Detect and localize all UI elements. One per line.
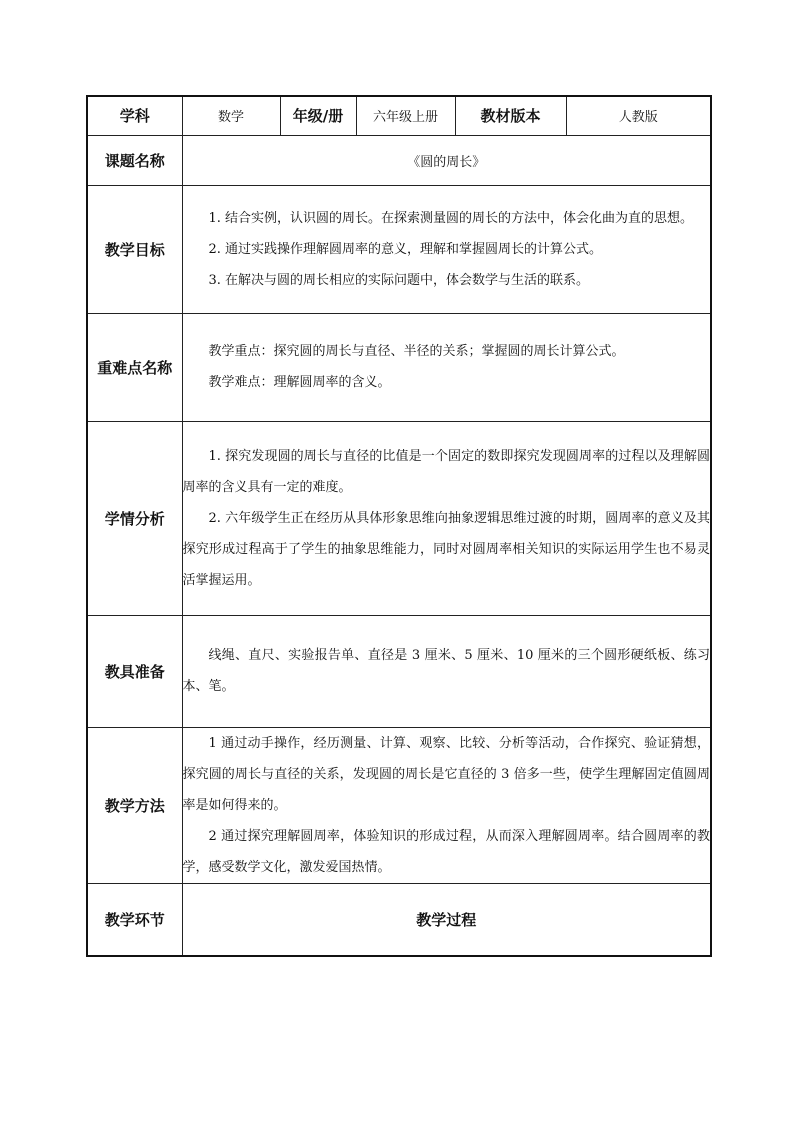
key-point-item: 教学难点：理解圆周率的含义。 <box>208 375 391 390</box>
grade-value: 六年级上册 <box>356 96 455 135</box>
materials-label: 教具准备 <box>87 615 182 727</box>
methods-label: 教学方法 <box>87 727 182 883</box>
topic-label: 课题名称 <box>87 135 182 185</box>
subject-value: 数学 <box>182 96 280 135</box>
objectives-content <box>182 185 711 313</box>
edition-label: 教材版本 <box>455 96 566 135</box>
objectives-label: 教学目标 <box>87 185 182 313</box>
analysis-label: 学情分析 <box>87 421 182 615</box>
edition-value: 人教版 <box>566 96 711 135</box>
methods-item: 1 通过动手操作，经历测量、计算、观察、比较、分析等活动，合作探究、验证猜想，探究圆的周长与直径的关系，发现圆的周长是它直径的 3 倍多一些，使学生理解固定值圆周率是如何得来的。 <box>182 735 710 813</box>
process-row <box>87 883 711 956</box>
key-points-content <box>182 313 711 421</box>
methods-row <box>87 727 711 883</box>
header-row <box>87 96 711 135</box>
methods-content <box>182 727 711 883</box>
materials-item: 线绳、直尺、实验报告单、直径是 3 厘米、5 厘米、10 厘米的三个圆形硬纸板、练习本、笔。 <box>182 648 710 694</box>
process-label: 教学环节 <box>87 883 182 956</box>
materials-row <box>87 615 711 727</box>
objective-item: 1. 结合实例，认识圆的周长。在探索测量圆的周长的方法中，体会化曲为直的思想。 <box>208 210 694 226</box>
topic-value: 《圆的周长》 <box>182 135 711 185</box>
analysis-item: 2. 六年级学生正在经历从具体形象思维向抽象逻辑思维过渡的时期，圆周率的意义及其探究形成过程高于了学生的抽象思维能力，同时对圆周率相关知识的实际运用学生也不易灵活掌握运用。 <box>182 510 710 588</box>
objective-item: 3. 在解决与圆的周长相应的实际问题中，体会数学与生活的联系。 <box>208 272 590 288</box>
analysis-content <box>182 421 711 615</box>
key-points-row <box>87 313 711 421</box>
key-points-label: 重难点名称 <box>87 313 182 421</box>
lesson-plan-table <box>86 95 712 957</box>
process-value: 教学过程 <box>182 883 711 956</box>
grade-label: 年级/册 <box>280 96 356 135</box>
subject-label: 学科 <box>87 96 182 135</box>
topic-row <box>87 135 711 185</box>
objective-item: 2. 通过实践操作理解圆周率的意义，理解和掌握圆周长的计算公式。 <box>208 241 603 257</box>
analysis-row <box>87 421 711 615</box>
methods-item: 2 通过探究理解圆周率，体验知识的形成过程，从而深入理解圆周率。结合圆周率的教学，感受数学文化，激发爱国热情。 <box>182 828 710 875</box>
key-point-item: 教学重点：探究圆的周长与直径、半径的关系；掌握圆的周长计算公式。 <box>208 344 625 359</box>
materials-content <box>182 615 711 727</box>
analysis-item: 1. 探究发现圆的周长与直径的比值是一个固定的数即探究发现圆周率的过程以及理解圆周率的含义具有一定的难度。 <box>182 448 710 495</box>
objectives-row <box>87 185 711 313</box>
